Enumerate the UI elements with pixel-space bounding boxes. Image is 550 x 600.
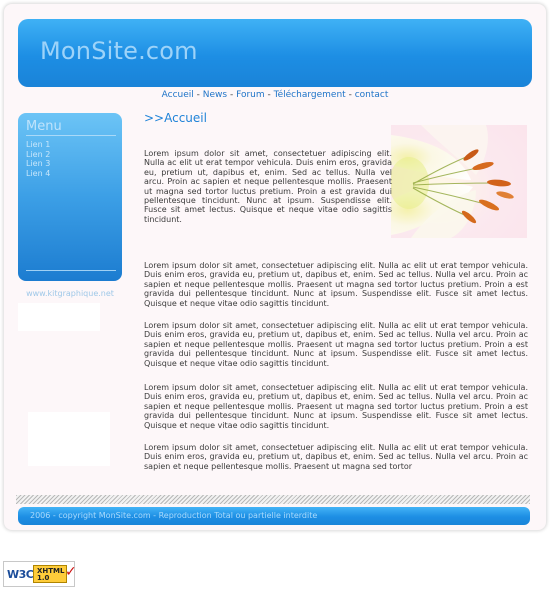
content-paragraph: Lorem ipsum dolor sit amet, consectetuer adipiscing elit. Nulla ac elit ut erat tempor vehicula. Duis enim eros, gravida eu, pretium ut, dapibus et, enim. Sed ac tellus. Nulla vel arcu. Proin ac sapien et neque pellentesque mollis. Praesent ut magna sed tortor luctus pretium. Proin a est gravida dui pellentesque tincidunt. Nunc at ipsum. Suspendisse elit. Fusce sit amet lectus. Quisque et neque vitae odio sagittis tincidunt. xyxy=(144,383,528,430)
page-heading: >>Accueil xyxy=(144,111,207,125)
w3c-logo: W3C xyxy=(7,568,34,581)
xhtml-version: 1.0 xyxy=(37,574,50,582)
top-nav xyxy=(0,90,550,100)
copyright-text: 2006 - copyright MonSite.com - Reproduction Total ou partielle interdite xyxy=(30,511,318,520)
checkmark-icon: ✓ xyxy=(65,564,77,580)
nav-separator: - xyxy=(196,90,200,100)
menu-link-4[interactable]: Lien 4 xyxy=(26,168,51,178)
content-paragraph: Lorem ipsum dolor sit amet, consectetuer adipiscing elit. Nulla ac elit ut erat tempor vehicula. Duis enim eros, gravida eu, pretium ut, dapibus et, enim. Sed ac tellus. Nulla vel arcu. Proin ac sapien et neque pellentesque mollis. Praesent ut magna sed tortor xyxy=(144,443,528,471)
nav-link-accueil[interactable]: Accueil xyxy=(161,90,194,100)
lily-flower-image xyxy=(391,125,527,238)
xhtml-label: XHTML xyxy=(37,567,65,575)
nav-separator: - xyxy=(348,90,352,100)
menu-link-3[interactable]: Lien 3 xyxy=(26,159,51,168)
sidebar-menu xyxy=(18,113,122,281)
menu-link-1[interactable]: Lien 1 xyxy=(26,140,51,149)
nav-link-telechargement[interactable]: Téléchargement xyxy=(273,90,346,100)
credit-link[interactable]: www.kitgraphique.net xyxy=(26,289,114,298)
sidebar-ad-box xyxy=(28,412,110,466)
w3c-xhtml-badge[interactable] xyxy=(3,561,75,587)
menu-link-2[interactable]: Lien 2 xyxy=(26,149,51,159)
menu-divider xyxy=(26,135,116,136)
footer-bar xyxy=(18,507,530,525)
content-paragraph: Lorem ipsum dolor sit amet, consectetuer adipiscing elit. Nulla ac elit ut erat tempor vehicula. Duis enim eros, gravida eu, pretium ut, dapibus et, enim. Sed ac tellus. Nulla vel arcu. Proin ac sapien et neque pellentesque mollis. Praesent ut magna sed tortor luctus pretium. Proin a est gravida dui pellentesque tincidunt. Nunc at ipsum. Suspendisse elit. Fusce sit amet lectus. Quisque et neque vitae odio sagittis tincidunt. xyxy=(144,261,528,308)
nav-link-forum[interactable]: Forum xyxy=(236,90,265,100)
nav-separator: - xyxy=(229,90,234,100)
sidebar-ad-box xyxy=(18,303,100,331)
header-banner xyxy=(18,19,532,87)
lily-flower-illustration xyxy=(391,125,527,238)
xhtml-label-box xyxy=(33,565,67,583)
footer-divider xyxy=(16,495,530,504)
nav-link-news[interactable]: News xyxy=(202,90,228,100)
menu-divider xyxy=(26,270,116,271)
content-paragraph: Lorem ipsum dolor sit amet, consectetuer adipiscing elit. Nulla ac elit ut erat tempor vehicula. Duis enim eros, gravida eu, pretium ut, dapibus et, enim. Sed ac tellus. Nulla vel arcu. Proin ac sapien et neque pellentesque mollis. Praesent ut magna sed tortor luctus pretium. Proin a est gravida dui pellentesque tincidunt. Nunc at ipsum. Suspendisse elit. Fusce sit amet lectus. Quisque et neque vitae odio sagittis tincidunt. xyxy=(144,321,528,368)
menu-links xyxy=(26,140,50,178)
nav-link-contact[interactable]: contact xyxy=(354,90,389,100)
menu-title: Menu xyxy=(26,119,62,134)
site-title: MonSite.com xyxy=(40,37,198,65)
nav-separator: - xyxy=(267,90,271,100)
content-paragraph: Lorem ipsum dolor sit amet, consectetuer adipiscing elit. Nulla ac elit ut erat tempor vehicula. Duis enim eros, gravida eu, pretium ut, dapibus et, enim. Sed ac tellus. Nulla vel arcu. Proin ac sapien et neque pellentesque mollis. Praesent ut magna sed tortor luctus pretium. Proin a est gravida dui pellentesque tincidunt. Nunc at ipsum. Suspendisse elit. Fusce sit amet lectus. Quisque et neque vitae odio sagittis tincidunt. xyxy=(144,149,392,224)
